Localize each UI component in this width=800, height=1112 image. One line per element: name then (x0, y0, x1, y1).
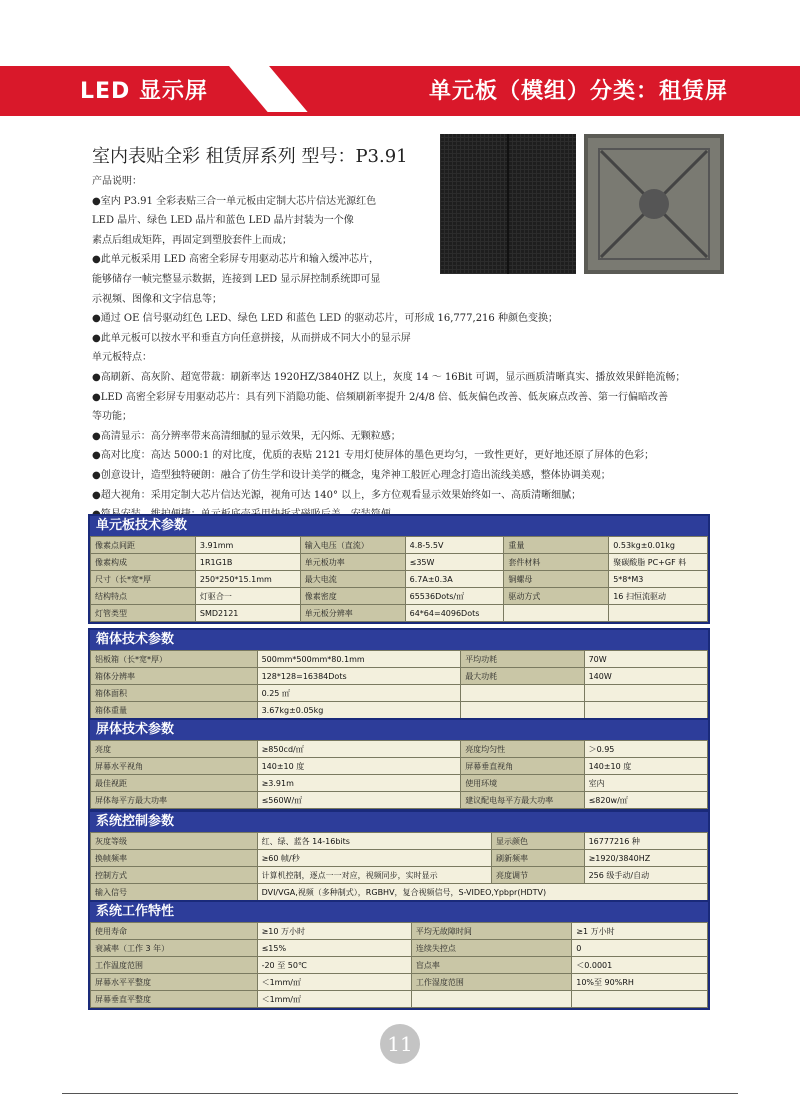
spec-label: 使用环境 (461, 775, 584, 792)
spec-value: ≥1920/3840HZ (584, 850, 707, 867)
table-row (91, 702, 708, 719)
desc-line: ●高对比度：高达 5000:1 的对比度，优质的表贴 2121 专用灯使屏体的墨色更均匀，一致性更好，更好地还原了屏体的色彩； (92, 450, 655, 462)
spec-label: 箱体重量 (91, 702, 258, 719)
spec-value: 65536Dots/㎡ (405, 588, 504, 605)
spec-value: ≥60 帧/秒 (257, 850, 491, 867)
spec-empty (411, 991, 571, 1008)
spec-label: 平均功耗 (461, 651, 584, 668)
spec-label: 像素点间距 (91, 537, 196, 554)
spec-value: ≥1 万小时 (572, 923, 708, 940)
spec-value: 5*8*M3 (609, 571, 708, 588)
spec-empty (504, 605, 609, 622)
spec-value: ≥10 万小时 (257, 923, 411, 940)
screen-spec-block (88, 718, 710, 811)
cabinet-spec-title: 箱体技术参数 (90, 630, 708, 650)
table-row (91, 758, 708, 775)
spec-value: 10%至 90%RH (572, 974, 708, 991)
spec-label: 单元板分辨率 (300, 605, 405, 622)
table-row (91, 651, 708, 668)
spec-label: 盲点率 (411, 957, 571, 974)
table-row (91, 537, 708, 554)
table-row (91, 923, 708, 940)
spec-label: 衰减率（工作 3 年） (91, 940, 258, 957)
spec-value: 0.25 ㎡ (257, 685, 461, 702)
spec-label: 屏幕水平平整度 (91, 974, 258, 991)
spec-label: 箱体面积 (91, 685, 258, 702)
table-row (91, 588, 708, 605)
spec-label: 建议配电每平方最大功率 (461, 792, 584, 809)
spec-value: 140±10 度 (257, 758, 461, 775)
control-spec-title: 系统控制参数 (90, 812, 708, 832)
spec-label: 显示颜色 (492, 833, 585, 850)
table-row (91, 741, 708, 758)
screen-spec-title: 屏体技术参数 (90, 720, 708, 740)
spec-value: 灯驱合一 (195, 588, 300, 605)
table-row (91, 775, 708, 792)
spec-value: ＜1mm/㎡ (257, 991, 411, 1008)
category-title: 单元板（模组）分类：租赁屏 (428, 79, 728, 104)
page-number: 11 (380, 1024, 420, 1064)
table-row (91, 991, 708, 1008)
spec-value: 红、绿、蓝各 14-16bits (257, 833, 491, 850)
table-row (91, 571, 708, 588)
spec-label: 套件材料 (504, 554, 609, 571)
spec-label: 输入信号 (91, 884, 258, 901)
spec-label: 亮度 (91, 741, 258, 758)
spec-label: 亮度均匀性 (461, 741, 584, 758)
screen-spec-table (90, 740, 708, 809)
unit-spec-table (90, 536, 708, 622)
control-spec-table (90, 832, 708, 901)
spec-value: ＜1mm/㎡ (257, 974, 411, 991)
spec-value: 1R1G1B (195, 554, 300, 571)
spec-value: 0 (572, 940, 708, 957)
spec-label: 连续失控点 (411, 940, 571, 957)
footer-divider (62, 1093, 738, 1094)
spec-value: SMD2121 (195, 605, 300, 622)
spec-value: 64*64=4096Dots (405, 605, 504, 622)
work-spec-table (90, 922, 708, 1008)
spec-value: DVI/VGA,视频（多种制式），RGBHV，复合视频信号，S-VIDEO,Ypbpr(HDTV) (257, 884, 707, 901)
desc-line: 示视频、图像和文字信息等； (92, 293, 222, 305)
table-row (91, 957, 708, 974)
spec-label: 最佳视距 (91, 775, 258, 792)
desc-line: ●高清显示：高分辨率带来高清细腻的显示效果，无闪烁、无颗粒感； (92, 430, 401, 442)
unit-spec-title: 单元板技术参数 (90, 516, 708, 536)
desc-line: ●创意设计，造型独特硬朗：融合了仿生学和设计美学的概念，鬼斧神工般匠心理念打造出流线美感，整体协调美观； (92, 469, 611, 481)
spec-empty (461, 702, 584, 719)
cabinet-spec-table (90, 650, 708, 719)
spec-value: 140±10 度 (584, 758, 707, 775)
desc-line: ●LED 高密全彩屏专用驱动芯片：具有列下消隐功能、倍频刷新率提升 2/4/8 倍、低灰偏色改善、低灰麻点改善、第一行偏暗改善 (92, 391, 669, 403)
spec-value: 16777216 种 (584, 833, 707, 850)
table-row (91, 554, 708, 571)
desc-line: ●室内 P3.91 全彩表贴三合一单元板由定制大芯片信达光源红色 (92, 195, 377, 207)
desc-line: ●此单元板可以按水平和垂直方向任意拼接，从而拼成不同大小的显示屏 (92, 332, 411, 344)
spec-value: ≥850cd/㎡ (257, 741, 461, 758)
spec-empty (584, 702, 707, 719)
spec-value: 3.67kg±0.05kg (257, 702, 461, 719)
spec-label: 输入电压（直流） (300, 537, 405, 554)
unit-spec-block (88, 514, 710, 624)
spec-label: 屏幕水平视角 (91, 758, 258, 775)
table-row (91, 940, 708, 957)
desc-line: LED 晶片、绿色 LED 晶片和蓝色 LED 晶片封装为一个像 (92, 215, 354, 227)
table-row (91, 867, 708, 884)
spec-empty (461, 685, 584, 702)
desc-line: 产品说明： (92, 176, 142, 187)
desc-line: 能够储存一帧完整显示数据，连接到 LED 显示屏控制系统即可显 (92, 273, 381, 285)
spec-value: 500mm*500mm*80.1mm (257, 651, 461, 668)
spec-label: 最大电流 (300, 571, 405, 588)
desc-line: 单元板特点： (92, 352, 152, 364)
spec-empty (572, 991, 708, 1008)
table-row (91, 974, 708, 991)
spec-label: 灯管类型 (91, 605, 196, 622)
spec-value: 0.53kg±0.01kg (609, 537, 708, 554)
cabinet-spec-block (88, 628, 710, 721)
control-spec-block (88, 810, 710, 903)
spec-value: 室内 (584, 775, 707, 792)
table-row (91, 685, 708, 702)
header-banner (0, 66, 800, 116)
table-row (91, 605, 708, 622)
spec-value: 计算机控制，逐点一一对应，视频同步，实时显示 (257, 867, 491, 884)
spec-label: 像素密度 (300, 588, 405, 605)
spec-value: 6.7A±0.3A (405, 571, 504, 588)
spec-value: 256 级手动/自动 (584, 867, 707, 884)
spec-value: 70W (584, 651, 707, 668)
spec-value: 聚碳酸脂 PC+GF 料 (609, 554, 708, 571)
table-row (91, 668, 708, 685)
desc-line: ●通过 OE 信号驱动红色 LED、绿色 LED 和蓝色 LED 的驱动芯片，可形成 16,777,216 种颜色变换； (92, 313, 558, 325)
spec-value: 140W (584, 668, 707, 685)
spec-label: 单元板功率 (300, 554, 405, 571)
work-spec-title: 系统工作特性 (90, 902, 708, 922)
product-description (92, 172, 732, 525)
spec-label: 像素构成 (91, 554, 196, 571)
spec-label: 最大功耗 (461, 668, 584, 685)
work-spec-block (88, 900, 710, 1010)
spec-label: 尺寸（长*宽*厚 (91, 571, 196, 588)
spec-value: ≤35W (405, 554, 504, 571)
spec-empty (609, 605, 708, 622)
spec-label: 铝板箱（长*宽*厚） (91, 651, 258, 668)
section-title: LED 显示屏 (80, 79, 208, 104)
spec-value: -20 至 50℃ (257, 957, 411, 974)
spec-label: 屏幕垂直视角 (461, 758, 584, 775)
spec-value: 16 扫恒流驱动 (609, 588, 708, 605)
spec-value: ＜0.0001 (572, 957, 708, 974)
desc-line: ●高刷新、高灰阶、超宽带裁：刷新率达 1920HZ/3840HZ 以上，灰度 14 ～ 16Bit 可调，显示画质清晰真实、播放效果鲜艳流畅； (92, 371, 686, 383)
spec-label: 铜螺母 (504, 571, 609, 588)
spec-empty (584, 685, 707, 702)
table-row (91, 833, 708, 850)
spec-label: 换帧频率 (91, 850, 258, 867)
spec-label: 工作温度范围 (91, 957, 258, 974)
desc-line: ●此单元板采用 LED 高密全彩屏专用驱动芯片和输入缓冲芯片， (92, 254, 380, 266)
spec-label: 灰度等级 (91, 833, 258, 850)
spec-value: 4.8-5.5V (405, 537, 504, 554)
spec-value: 3.91mm (195, 537, 300, 554)
spec-label: 箱体分辨率 (91, 668, 258, 685)
spec-label: 驱动方式 (504, 588, 609, 605)
desc-line: ●超大视角：采用定制大芯片信达光源，视角可达 140° 以上，多方位观看显示效果始终如一、高质清晰细腻； (92, 489, 582, 501)
spec-value: ≥3.91m (257, 775, 461, 792)
spec-label: 屏幕垂直平整度 (91, 991, 258, 1008)
spec-value: 128*128=16384Dots (257, 668, 461, 685)
table-row (91, 850, 708, 867)
product-title: 室内表贴全彩 租赁屏系列 型号：P3.91 (92, 146, 408, 167)
spec-label: 屏体每平方最大功率 (91, 792, 258, 809)
spec-label: 亮度调节 (492, 867, 585, 884)
desc-line: 等功能； (92, 411, 132, 423)
spec-label: 使用寿命 (91, 923, 258, 940)
spec-label: 平均无故障时间 (411, 923, 571, 940)
desc-line: 素点后组成矩阵，再固定到塑胶套件上而成； (92, 234, 292, 246)
spec-label: 控制方式 (91, 867, 258, 884)
spec-label: 工作湿度范围 (411, 974, 571, 991)
table-row (91, 792, 708, 809)
spec-label: 结构特点 (91, 588, 196, 605)
spec-value: ≤560W/㎡ (257, 792, 461, 809)
spec-value: 250*250*15.1mm (195, 571, 300, 588)
spec-value: ≤15% (257, 940, 411, 957)
spec-value: ＞0.95 (584, 741, 707, 758)
banner-underline (0, 112, 800, 116)
spec-value: ≤820w/㎡ (584, 792, 707, 809)
table-row (91, 884, 708, 901)
spec-label: 重量 (504, 537, 609, 554)
spec-label: 刷新频率 (492, 850, 585, 867)
